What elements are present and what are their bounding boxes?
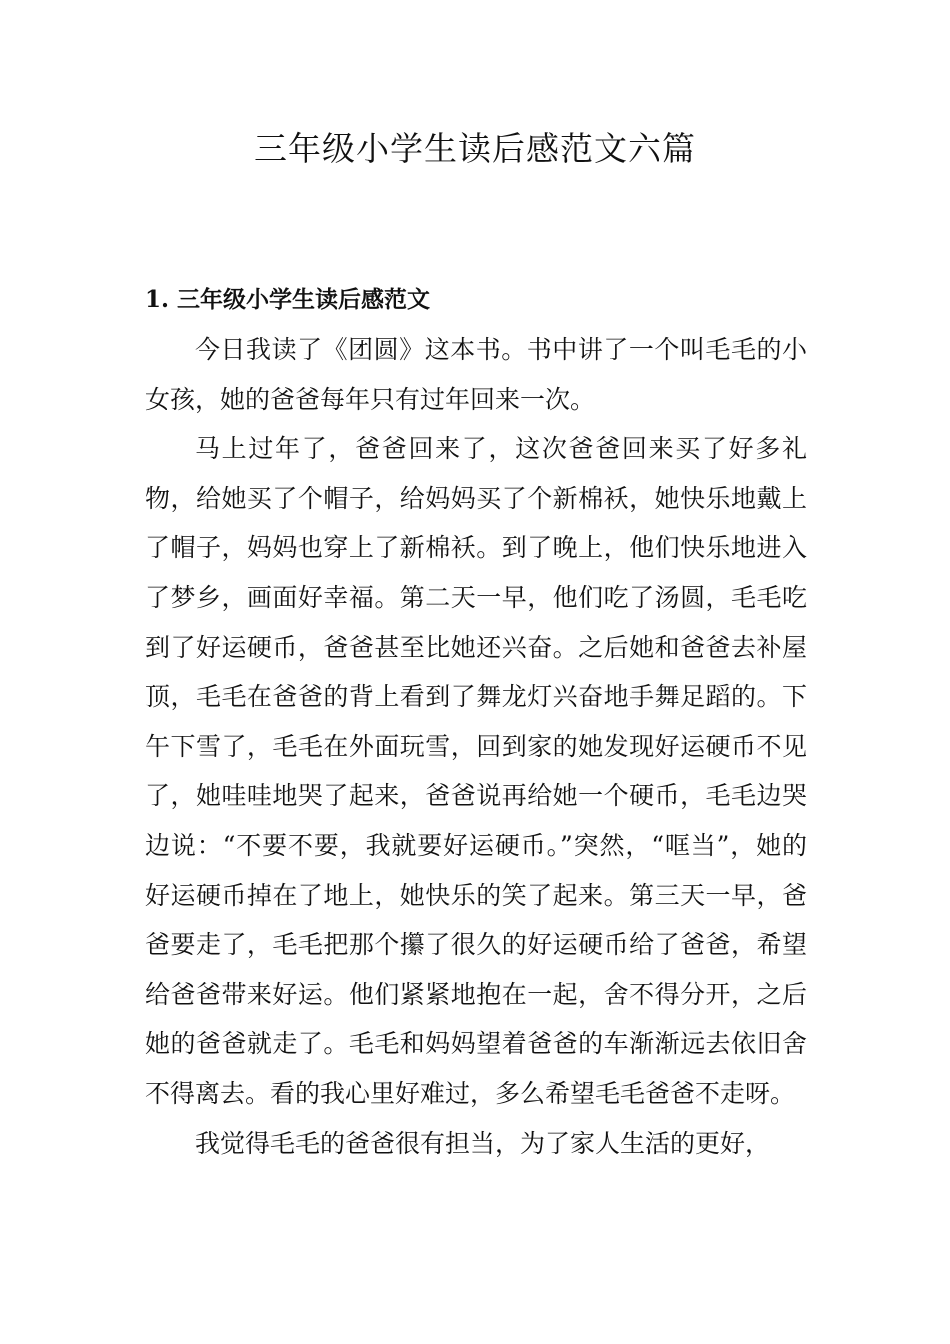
section-body [145,325,807,1168]
document-title: 三年级小学生读后感范文六篇 [254,129,696,168]
paragraph: 我觉得毛毛的爸爸很有担当，为了家人生活的更好， [195,1128,771,1158]
section-heading: 1. 三年级小学生读后感范文 [145,286,431,313]
paragraph: 今日我读了《团圆》这本书。书中讲了一个叫毛毛的小女孩，她的爸爸每年只有过年回来一次。 [145,335,807,414]
paragraph: 马上过年了，爸爸回来了，这次爸爸回来买了好多礼物，给她买了个帽子，给妈妈买了个新棉袄，她快乐地戴上了帽子，妈妈也穿上了新棉袄。到了晚上，他们快乐地进入了梦乡，画面好幸福。第二天一早，他们吃了汤圆，毛毛吃到了好运硬币，爸爸甚至比她还兴奋。之后她和爸爸去补屋顶，毛毛在爸爸的背上看到了舞龙灯兴奋地手舞足蹈的。下午下雪了，毛毛在外面玩雪，回到家的她发现好运硬币不见了，她哇哇地哭了起来，爸爸说再给她一个硬币，毛毛边哭边说：“不要不要，我就要好运硬币。”突然，“哐当”，她的好运硬币掉在了地上，她快乐的笑了起来。第三天一早，爸爸要走了，毛毛把那个攥了很久的好运硬币给了爸爸，希望给爸爸带来好运。他们紧紧地抱在一起，舍不得分开，之后她的爸爸就走了。毛毛和妈妈望着爸爸的车渐渐远去依旧舍不得离去。看的我心里好难过，多么希望毛毛爸爸不走呀。 [145,434,807,1108]
